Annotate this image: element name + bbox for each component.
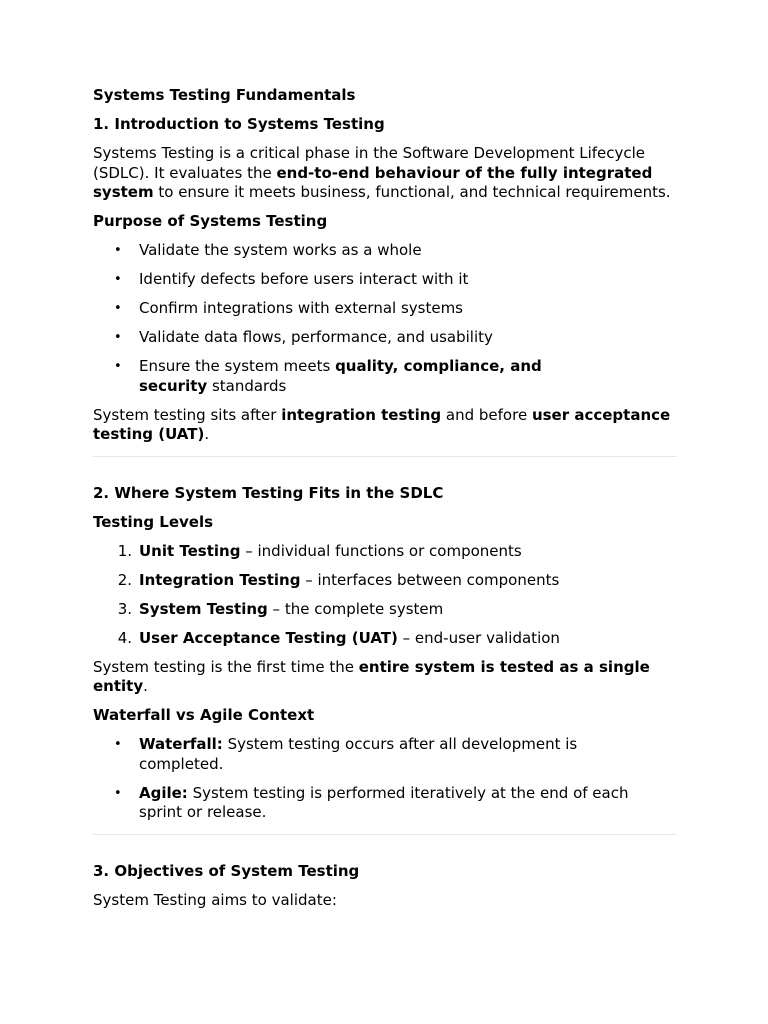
section-divider <box>93 456 677 457</box>
section-1-intro: Systems Testing is a critical phase in the Software Development Lifecycle (SDLC). It evaluates the end-to-end behaviour of the fully integrated system to ensure it meets business, functional, and technical requirements. <box>93 144 671 201</box>
purpose-heading: Purpose of Systems Testing <box>93 212 328 230</box>
testing-levels-heading: Testing Levels <box>93 512 214 531</box>
list-item: 4. User Acceptance Testing (UAT) – end-user validation <box>117 628 560 647</box>
list-item: 2. Integration Testing – interfaces between components <box>117 570 560 589</box>
list-item: • Ensure the system meets quality, compliance, and security standards <box>93 357 677 396</box>
document-content <box>93 86 677 920</box>
list-item: 3. System Testing – the complete system <box>117 599 444 618</box>
context-list <box>93 735 677 823</box>
testing-levels-list <box>93 542 677 649</box>
context-heading: Waterfall vs Agile Context <box>93 706 315 724</box>
first-time-paragraph: System testing is the first time the entire system is tested as a single entity. <box>93 657 650 695</box>
list-item: • Validate data flows, performance, and usability <box>93 328 677 348</box>
list-item: • Waterfall: System testing occurs after all development is completed. <box>93 735 677 774</box>
list-item: • Agile: System testing is performed iteratively at the end of each sprint or release. <box>93 784 677 823</box>
section-3-heading: 3. Objectives of System Testing <box>93 861 360 880</box>
purpose-list <box>93 241 677 396</box>
section-2-heading: 2. Where System Testing Fits in the SDLC <box>93 483 444 502</box>
section-1-heading: 1. Introduction to Systems Testing <box>93 115 385 133</box>
section-divider <box>93 834 677 835</box>
sits-paragraph: System testing sits after integration testing and before user acceptance testing (UAT). <box>93 405 671 443</box>
list-item: • Confirm integrations with external systems <box>93 299 677 319</box>
list-item: • Identify defects before users interact with it <box>93 270 677 290</box>
document-title: Systems Testing Fundamentals <box>93 86 356 104</box>
list-item: 1. Unit Testing – individual functions or components <box>117 541 522 560</box>
section-3-intro: System Testing aims to validate: <box>93 890 337 909</box>
list-item: • Validate the system works as a whole <box>93 241 677 261</box>
